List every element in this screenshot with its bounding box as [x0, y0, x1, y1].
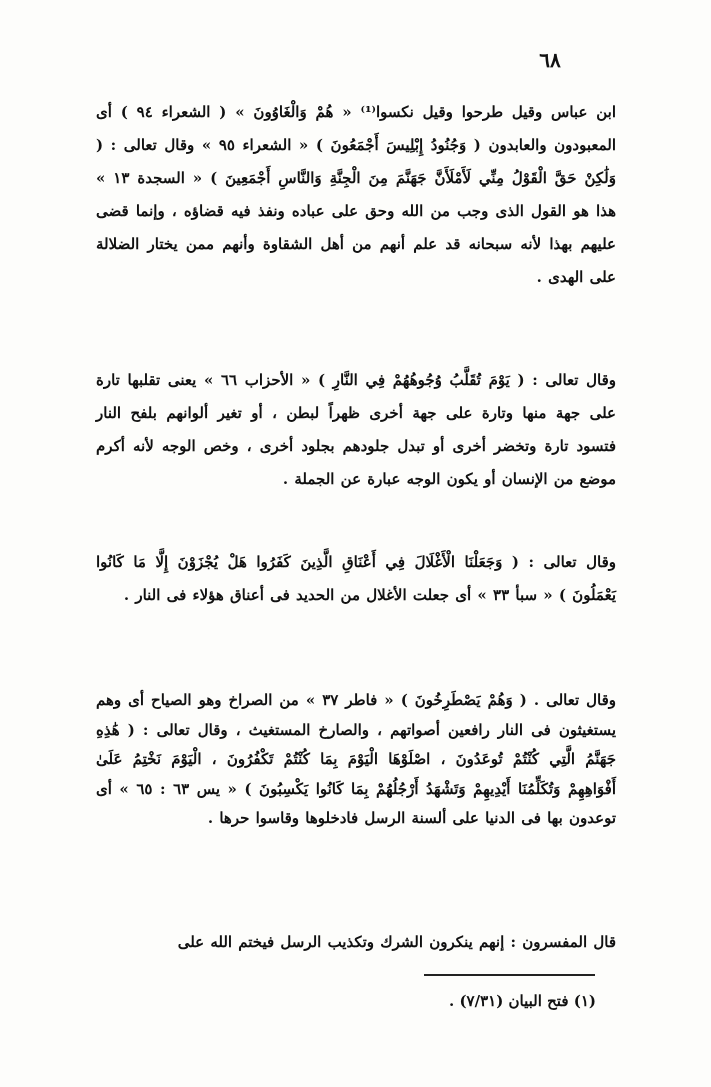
paragraph-3: وقال تعالى : ( وَجَعَلْنَا الْأَغْلَالَ فِي أَعْنَاقِ الَّذِينَ كَفَرُوا هَلْ يُجْزَوْنَ إِلَّا مَا كَانُوا يَعْمَلُونَ ) « سبأ ٣٣ » أى جعلت الأغلال من الحديد فى أعناق هؤلاء فى النار .: [96, 553, 616, 604]
paragraph-5: قال المفسرون : إنهم ينكرون الشرك وتكذيب الرسل فيختم الله على: [177, 933, 616, 951]
paragraph-1: ابن عباس وقيل طرحوا وقيل نكسوا⁽¹⁾ « هُمْ وَالْغَاوُونَ » ( الشعراء ٩٤ ) أى المعبودون والعابدون ( وَجُنُودُ إِبْلِيسَ أَجْمَعُونَ ) « الشعراء ٩٥ » وقال تعالى : ( وَلَٰكِنْ حَقَّ الْقَوْلُ مِنِّي لَأَمْلَأَنَّ جَهَنَّمَ مِنَ الْجِنَّةِ وَالنَّاسِ أَجْمَعِينَ ) « السجدة ١٣ » هذا هو القول الذى وجب من الله وحق على عباده ونفذ فيه قضاؤه ، وإنما قضى عليهم بهذا لأنه سبحانه قد علم أنهم من أهل الشقاوة وأنهم ممن يختار الضلالة على الهدى .: [96, 103, 617, 286]
paragraph-2: وقال تعالى : ( يَوْمَ تُقَلَّبُ وُجُوهُهُمْ فِي النَّارِ ) « الأحزاب ٦٦ » يعنى تقلبها تارة على جهة منها وتارة على جهة أخرى ظهراً لبطن ، أو تغير ألوانهم بلفح النار فتسود تارة وتخضر أخرى أو تبدل جلودهم بجلود أخرى ، وخص الوجه لأنه أكرم موضع من الإنسان أو يكون الوجه عبارة عن الجملة .: [96, 371, 616, 488]
page-number: ٦٨: [539, 48, 561, 72]
footnote: (١) فتح البيان (٧/٣١) .: [449, 992, 596, 1010]
paragraph-4: وقال تعالى . ( وَهُمْ يَصْطَرِخُونَ ) « فاطر ٣٧ » من الصراخ وهو الصياح أى وهم يستغيثون فى النار رافعين أصواتهم ، والصارخ المستغيث ، وقال تعالى : ( هَٰذِهِ جَهَنَّمُ الَّتِي كُنْتُمْ تُوعَدُونَ ، اصْلَوْهَا الْيَوْمَ بِمَا كُنْتُمْ تَكْفُرُونَ ، الْيَوْمَ نَخْتِمُ عَلَىٰ أَفْوَاهِهِمْ وَتُكَلِّمُنَا أَيْدِيهِمْ وَتَشْهَدُ أَرْجُلُهُمْ بِمَا كَانُوا يَكْسِبُونَ ) « يس ٦٣ : ٦٥ » أى توعدون بها فى الدنيا على ألسنة الرسل فادخلوها وقاسوا حرها .: [96, 691, 617, 827]
footnote-divider: [424, 974, 595, 976]
